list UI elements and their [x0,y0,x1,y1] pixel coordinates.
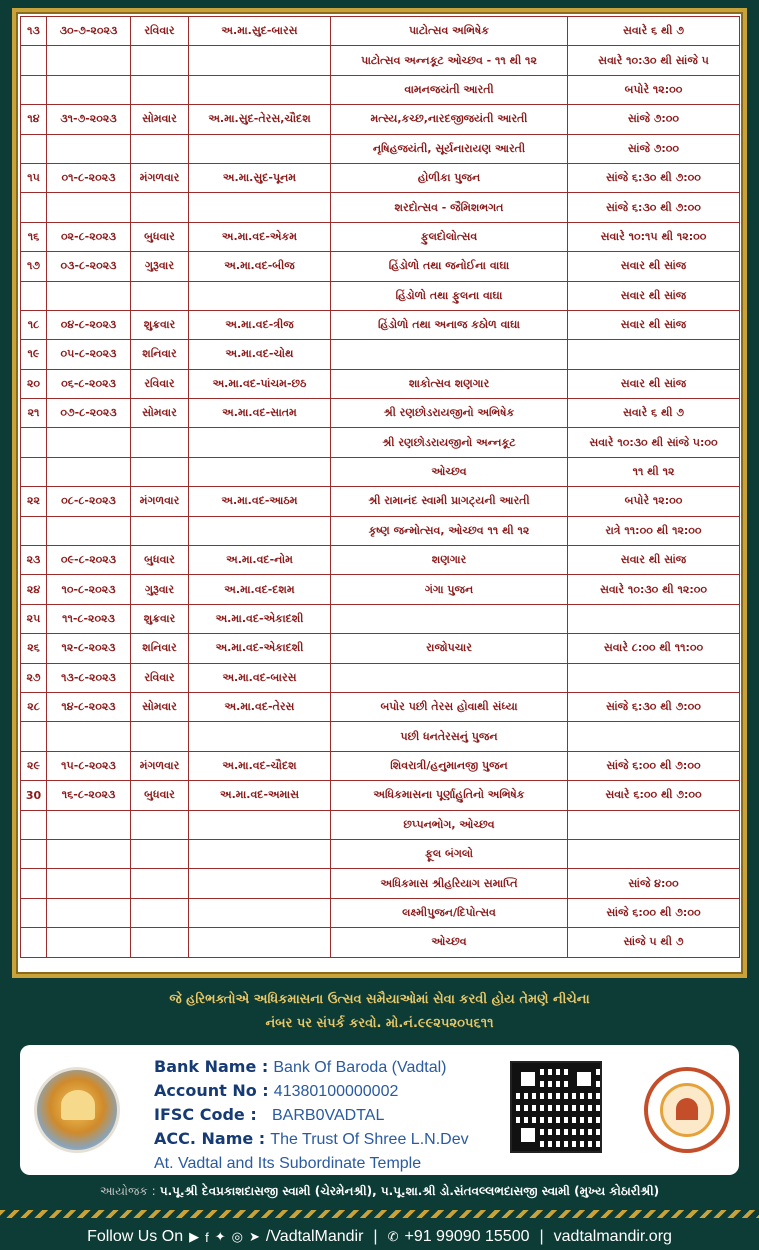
twitter-icon[interactable]: ✦ [214,1229,226,1244]
cell-tithi: અ.મા.વદ-એકમ [189,222,331,251]
cell-time: સાંજે ૬:૩૦ થી ૭:૦૦ [568,163,740,192]
cell-time: સવાર થી સાંજ [568,369,740,398]
table-row [21,575,740,604]
organizer-text: પ.પૂ.શ્રી દેવપ્રકાશદાસજી સ્વામી (ચેરમેનશ્રી), પ.પૂ.શા.શ્રી ડો.સંતવલ્લભદાસજી સ્વામી (મુખ્ય કોઠારીશ્રી) [159,1184,660,1198]
cell-event: અધિકમાસ શ્રીહરિયાગ સમાપ્તિ [331,869,568,898]
cell-time: સવારે ૬:૦૦ થી ૭:૦૦ [568,781,740,810]
cell-event: વામનજયંતી આરતી [331,75,568,104]
cell-day: મંગળવાર [131,487,189,516]
cell-tithi: અ.મા.વદ-પાંચમ-છઠ [189,369,331,398]
cell-day [131,810,189,839]
cell-time: સવારે ૧૦:૧૫ થી ૧૨:૦૦ [568,222,740,251]
bank-name-value: Bank Of Baroda (Vadtal) [273,1059,447,1076]
table-row [21,369,740,398]
cell-day: રવિવાર [131,663,189,692]
cell-date: ૦૨-૮-૨૦૨૩ [47,222,131,251]
cell-date [47,428,131,457]
cell-date: ૦૭-૮-૨૦૨૩ [47,399,131,428]
cell-time: સાંજે ૫ થી ૭ [568,928,740,957]
ifsc-label: IFSC Code : [154,1105,257,1124]
cell-tithi: અ.મા.વદ-આઠમ [189,487,331,516]
cell-time: સાંજે ૬:૩૦ થી ૭:૦૦ [568,193,740,222]
cell-time: સવાર થી સાંજ [568,546,740,575]
contact-line-1: જે હરિભક્તોએ અધિકમાસના ઉત્સવ સમૈયાઓમાં સેવા કરવી હોય તેમણે નીચેના [169,992,590,1007]
cell-no [21,46,47,75]
website-link[interactable]: vadtalmandir.org [553,1228,672,1245]
qr-code-icon [510,1061,602,1153]
cell-no: ૧૯ [21,340,47,369]
cell-tithi: અ.મા.સુદ-પૂનમ [189,163,331,192]
table-row [21,781,740,810]
organizer-line [0,1184,759,1199]
cell-date [47,134,131,163]
cell-time: ૧૧ થી ૧૨ [568,457,740,486]
cell-no [21,75,47,104]
cell-event: છપ્પનભોગ, ઓચ્છવ [331,810,568,839]
cell-event: ફૂલ બંગલો [331,839,568,868]
cell-time: રાત્રે ૧૧:૦૦ થી ૧૨:૦૦ [568,516,740,545]
follow-label: Follow Us On [87,1228,184,1245]
cell-time: સવારે ૬ થી ૭ [568,17,740,46]
cell-date: ૧૬-૮-૨૦૨૩ [47,781,131,810]
cell-tithi: અ.મા.વદ-બીજ [189,252,331,281]
table-row [21,663,740,692]
cell-no: ૨૦ [21,369,47,398]
cell-tithi: અ.મા.વદ-બારસ [189,663,331,692]
cell-event: મત્સ્ય,કચ્છ,નારદજીજયંતી આરતી [331,105,568,134]
table-row [21,546,740,575]
cell-time: સવાર થી સાંજ [568,310,740,339]
cell-day: શુક્રવાર [131,604,189,633]
cell-no: ૨૬ [21,634,47,663]
cell-day: શુક્રવાર [131,310,189,339]
cell-no: ૨૩ [21,546,47,575]
cell-day: સોમવાર [131,399,189,428]
cell-day [131,46,189,75]
cell-time [568,340,740,369]
table-row [21,751,740,780]
cell-date: ૦૮-૮-૨૦૨૩ [47,487,131,516]
cell-no [21,810,47,839]
cell-date: ૦૧-૮-૨૦૨૩ [47,163,131,192]
table-row [21,222,740,251]
cell-date [47,810,131,839]
cell-date [47,457,131,486]
cell-tithi: અ.મા.વદ-એકાદશી [189,604,331,633]
cell-event: હિંડોળો તથા અનાજ કઠોળ વાઘા [331,310,568,339]
cell-tithi [189,457,331,486]
cell-tithi [189,428,331,457]
account-label: Account No : [154,1081,269,1100]
table-row [21,193,740,222]
table-row [21,634,740,663]
cell-no: ૧૪ [21,105,47,134]
cell-tithi [189,46,331,75]
cell-date: ૧૫-૮-૨૦૨૩ [47,751,131,780]
cell-event: કૃષ્ણ જન્મોત્સવ, ઓચ્છવ ૧૧ થી ૧૨ [331,516,568,545]
temple-logo-icon [34,1067,120,1153]
cell-no: ૨૨ [21,487,47,516]
table-row [21,75,740,104]
cell-time: સવાર થી સાંજ [568,252,740,281]
table-row [21,457,740,486]
cell-date: ૩૧-૭-૨૦૨૩ [47,105,131,134]
phone-number[interactable]: +91 99090 15500 [404,1228,530,1245]
cell-event: શિવરાત્રી/હનુમાનજી પુજન [331,751,568,780]
cell-event: પછી ધનતેરસનું પુજન [331,722,568,751]
cell-tithi: અ.મા.સુદ-તેરસ,ચૌદશ [189,105,331,134]
cell-time: સાંજે ૬:૦૦ થી ૭:૦૦ [568,898,740,927]
cell-time: સાંજે ૬:૦૦ થી ૭:૦૦ [568,751,740,780]
cell-event: લક્ષ્મીપુજન/દિપોત્સવ [331,898,568,927]
cell-no [21,134,47,163]
cell-tithi [189,75,331,104]
cell-no [21,898,47,927]
cell-date [47,928,131,957]
cell-time [568,810,740,839]
cell-day: મંગળવાર [131,163,189,192]
cell-no [21,516,47,545]
cell-tithi [189,898,331,927]
cell-event: શણગાર [331,546,568,575]
facebook-icon[interactable]: f [205,1229,209,1245]
table-row [21,252,740,281]
cell-day [131,75,189,104]
table-row [21,46,740,75]
cell-date: ૦૪-૮-૨૦૨૩ [47,310,131,339]
cell-no: 30 [21,781,47,810]
table-row [21,163,740,192]
cell-event: રાજોપચાર [331,634,568,663]
cell-tithi [189,810,331,839]
acc-name-value: The Trust Of Shree L.N.Dev [270,1131,469,1148]
cell-date [47,281,131,310]
cell-tithi [189,516,331,545]
cell-day: ગુરૂવાર [131,252,189,281]
cell-no: ૧૮ [21,310,47,339]
table-row [21,928,740,957]
cell-day [131,869,189,898]
cell-no [21,428,47,457]
cell-day [131,428,189,457]
table-row [21,487,740,516]
acc-name-label: ACC. Name : [154,1129,266,1148]
cell-no: ૨૧ [21,399,47,428]
seal-logo-icon [644,1067,730,1153]
table-row [21,310,740,339]
cell-event [331,604,568,633]
cell-tithi [189,839,331,868]
cell-time: સાંજે ૭:૦૦ [568,134,740,163]
cell-time: સાંજે ૪:૦૦ [568,869,740,898]
cell-no: ૨૭ [21,663,47,692]
cell-day: શનિવાર [131,340,189,369]
cell-event [331,663,568,692]
cell-event: હિંડોળો તથા જનોઈના વાઘા [331,252,568,281]
cell-day: મંગળવાર [131,751,189,780]
schedule-frame [12,8,747,978]
cell-tithi [189,193,331,222]
cell-event: પાટોત્સવ અભિષેક [331,17,568,46]
cell-event: ઓચ્છવ [331,457,568,486]
cell-event: ગંગા પુજન [331,575,568,604]
table-row [21,281,740,310]
cell-time: સવારે ૧૦:૩૦ થી સાંજે ૫:૦૦ [568,428,740,457]
cell-date: ૩૦-૭-૨૦૨૩ [47,17,131,46]
cell-tithi [189,928,331,957]
divider: | [539,1228,544,1245]
cell-date: ૦૬-૮-૨૦૨૩ [47,369,131,398]
cell-time: સવારે ૬ થી ૭ [568,399,740,428]
social-handle[interactable]: /VadtalMandir [265,1228,364,1245]
bank-details-card [20,1045,739,1175]
cell-tithi: અ.મા.સુદ-બારસ [189,17,331,46]
cell-date: ૦૩-૮-૨૦૨૩ [47,252,131,281]
cell-tithi: અ.મા.વદ-તેરસ [189,692,331,721]
cell-no: ૨૯ [21,751,47,780]
cell-date [47,75,131,104]
cell-tithi: અ.મા.વદ-અમાસ [189,781,331,810]
cell-day [131,457,189,486]
cell-time [568,839,740,868]
cell-no: ૧૭ [21,252,47,281]
cell-day [131,281,189,310]
cell-tithi: અ.મા.વદ-દશમ [189,575,331,604]
cell-date [47,869,131,898]
cell-day: ગુરૂવાર [131,575,189,604]
cell-time: બપોરે ૧૨:૦૦ [568,487,740,516]
cell-no [21,457,47,486]
cell-date [47,193,131,222]
cell-no [21,839,47,868]
cell-time: સાંજે ૬:૩૦ થી ૭:૦૦ [568,692,740,721]
cell-date [47,46,131,75]
cell-no: ૧૫ [21,163,47,192]
cell-day [131,193,189,222]
table-row [21,340,740,369]
cell-day: સોમવાર [131,105,189,134]
cell-date: ૧૩-૮-૨૦૨૩ [47,663,131,692]
cell-day [131,928,189,957]
table-row [21,399,740,428]
table-row [21,898,740,927]
cell-day: બુધવાર [131,222,189,251]
cell-event: શરદોત્સવ - જૈમિશભગત [331,193,568,222]
cell-no [21,281,47,310]
cell-tithi: અ.મા.વદ-ચોથ [189,340,331,369]
cell-event: ફુલદોલોત્સવ [331,222,568,251]
telegram-icon[interactable]: ➤ [248,1229,260,1244]
organizer-label: આયોજક : [99,1184,156,1198]
cell-no [21,722,47,751]
table-row [21,17,740,46]
instagram-icon[interactable]: ◎ [231,1229,243,1244]
cell-date [47,722,131,751]
cell-time: બપોરે ૧૨:૦૦ [568,75,740,104]
schedule-table [20,16,740,958]
footer [0,1224,759,1250]
cell-no: ૨૫ [21,604,47,633]
cell-event: શ્રી રણછોડરાયજીનો અન્નકૂટ [331,428,568,457]
cell-tithi: અ.મા.વદ-સાતમ [189,399,331,428]
cell-no: ૧૩ [21,17,47,46]
cell-event: હોળીકા પુજન [331,163,568,192]
cell-date: ૧૦-૮-૨૦૨૩ [47,575,131,604]
cell-date [47,516,131,545]
cell-no [21,928,47,957]
cell-day [131,516,189,545]
cell-date [47,839,131,868]
cell-day [131,134,189,163]
table-row [21,692,740,721]
decorative-border [0,1210,759,1218]
table-row [21,839,740,868]
cell-day: શનિવાર [131,634,189,663]
cell-event: શ્રી રામાનંદ સ્વામી પ્રાગટ્યની આરતી [331,487,568,516]
cell-tithi [189,281,331,310]
cell-day [131,722,189,751]
table-row [21,516,740,545]
cell-time: સવાર થી સાંજ [568,281,740,310]
cell-time [568,663,740,692]
cell-tithi [189,722,331,751]
divider: | [373,1228,378,1245]
cell-event: ઓચ્છવ [331,928,568,957]
cell-date: ૧૪-૮-૨૦૨૩ [47,692,131,721]
bank-name-label: Bank Name : [154,1057,269,1076]
cell-tithi: અ.મા.વદ-ત્રીજ [189,310,331,339]
cell-no [21,193,47,222]
cell-day: સોમવાર [131,692,189,721]
cell-event: શ્રી રણછોડરાયજીનો અભિષેક [331,399,568,428]
acc-name-value-2: At. Vadtal and Its Subordinate Temple [154,1155,422,1172]
cell-date: ૦૯-૮-૨૦૨૩ [47,546,131,575]
contact-notice [0,988,759,1036]
cell-date: ૦૫-૮-૨૦૨૩ [47,340,131,369]
cell-date: ૧૨-૮-૨૦૨૩ [47,634,131,663]
cell-event: હિંડોળો તથા ફુલના વાઘા [331,281,568,310]
ifsc-value: BARB0VADTAL [272,1107,385,1124]
table-row [21,604,740,633]
cell-time [568,604,740,633]
cell-day: રવિવાર [131,369,189,398]
cell-date: ૧૧-૮-૨૦૨૩ [47,604,131,633]
cell-tithi [189,869,331,898]
cell-time: સાંજે ૭:૦૦ [568,105,740,134]
cell-day: બુધવાર [131,781,189,810]
cell-tithi: અ.મા.વદ-ચૌદશ [189,751,331,780]
cell-time: સવારે ૧૦:૩૦ થી સાંજે ૫ [568,46,740,75]
bank-info [154,1055,504,1175]
cell-date [47,898,131,927]
cell-event: શાકોત્સવ શણગાર [331,369,568,398]
table-row [21,428,740,457]
cell-day: બુધવાર [131,546,189,575]
cell-event: પાટોત્સવ અન્નકૂટ ઓચ્છવ - ૧૧ થી ૧૨ [331,46,568,75]
table-row [21,134,740,163]
cell-no: ૨૪ [21,575,47,604]
cell-event [331,340,568,369]
table-row [21,810,740,839]
youtube-icon[interactable]: ▶ [189,1229,200,1244]
cell-time [568,722,740,751]
cell-no: ૨૮ [21,692,47,721]
cell-tithi: અ.મા.વદ-એકાદશી [189,634,331,663]
cell-day: રવિવાર [131,17,189,46]
cell-time: સવારે ૧૦:૩૦ થી ૧૨:૦૦ [568,575,740,604]
cell-day [131,839,189,868]
cell-time: સવારે ૮:૦૦ થી ૧૧:૦૦ [568,634,740,663]
cell-no [21,869,47,898]
table-row [21,105,740,134]
cell-event: અધિકમાસના પૂર્ણાહુતિનો અભિષેક [331,781,568,810]
account-value: 41380100000002 [273,1083,399,1100]
cell-tithi: અ.મા.વદ-નોમ [189,546,331,575]
table-row [21,869,740,898]
cell-event: બપોર પછી તેરસ હોવાથી સંધ્યા [331,692,568,721]
cell-event: નૃષિહજયંતી, સૂર્યનારાયણ આરતી [331,134,568,163]
cell-no: ૧૬ [21,222,47,251]
whatsapp-icon: ✆ [387,1229,399,1244]
cell-day [131,898,189,927]
schedule-body [21,17,740,958]
cell-tithi [189,134,331,163]
contact-line-2: નંબર પર સંપર્ક કરવો. મો.નં.૯૯૨૫૨૦૫૬૧૧ [265,1016,494,1031]
table-row [21,722,740,751]
